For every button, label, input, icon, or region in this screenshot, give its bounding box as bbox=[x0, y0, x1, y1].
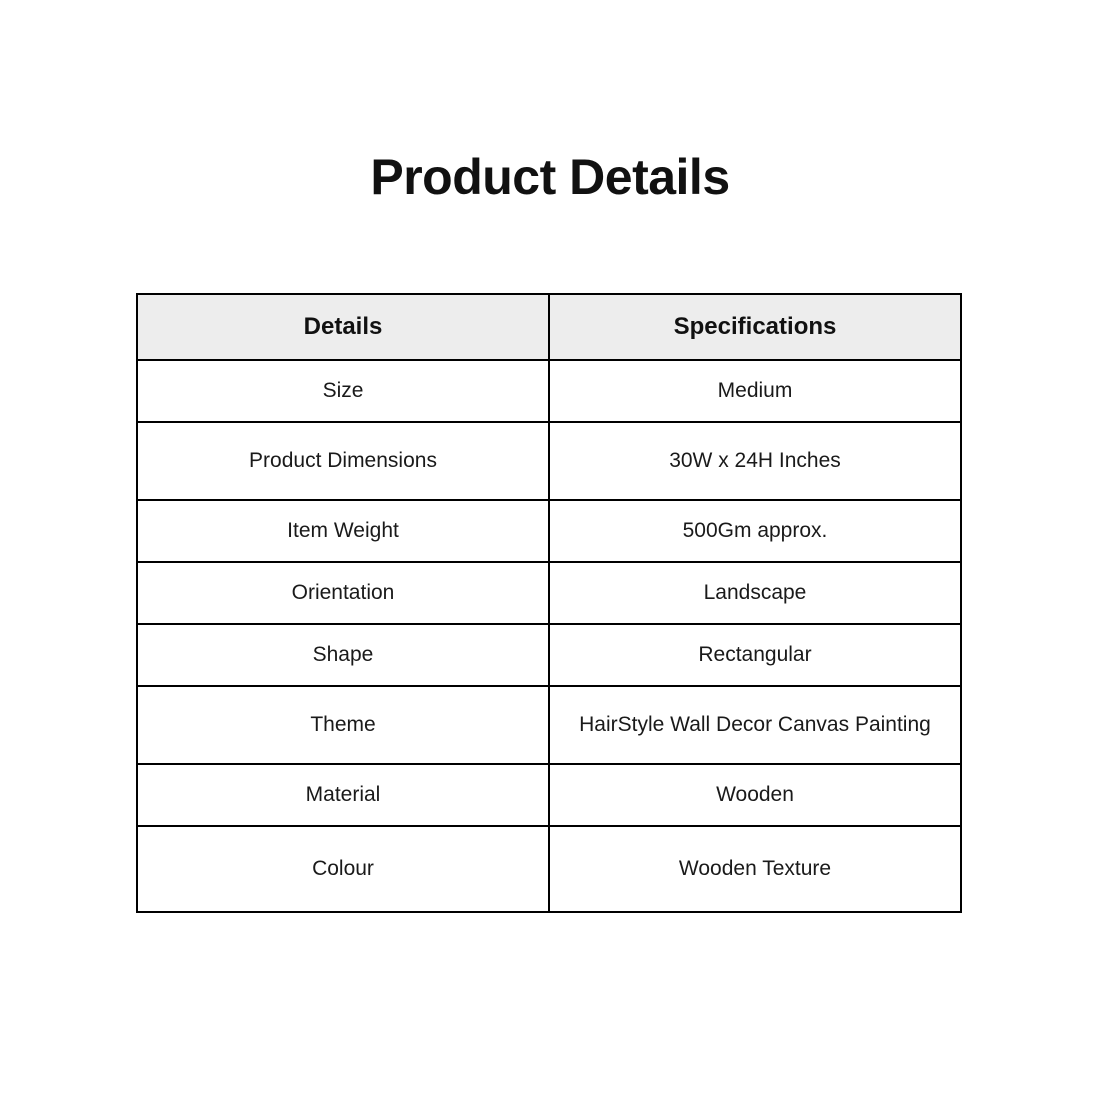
cell-specification: 30W x 24H Inches bbox=[549, 422, 961, 500]
specifications-table bbox=[136, 293, 962, 913]
table-header-row bbox=[137, 294, 961, 360]
cell-specification: Wooden bbox=[549, 764, 961, 826]
column-header-details: Details bbox=[137, 294, 549, 360]
cell-specification: HairStyle Wall Decor Canvas Painting bbox=[549, 686, 961, 764]
table-row bbox=[137, 764, 961, 826]
table-row bbox=[137, 826, 961, 912]
table-row bbox=[137, 422, 961, 500]
cell-detail: Product Dimensions bbox=[137, 422, 549, 500]
cell-specification: Landscape bbox=[549, 562, 961, 624]
page-title: Product Details bbox=[370, 149, 730, 205]
column-header-specifications: Specifications bbox=[549, 294, 961, 360]
cell-detail: Material bbox=[137, 764, 549, 826]
cell-specification: Medium bbox=[549, 360, 961, 422]
cell-specification: 500Gm approx. bbox=[549, 500, 961, 562]
table-header bbox=[137, 294, 961, 360]
table-row bbox=[137, 686, 961, 764]
table-row bbox=[137, 500, 961, 562]
table-row bbox=[137, 624, 961, 686]
table-row bbox=[137, 360, 961, 422]
table-row bbox=[137, 562, 961, 624]
cell-detail: Orientation bbox=[137, 562, 549, 624]
cell-detail: Colour bbox=[137, 826, 549, 912]
table-body bbox=[137, 360, 961, 912]
cell-detail: Shape bbox=[137, 624, 549, 686]
cell-detail: Size bbox=[137, 360, 549, 422]
cell-specification: Wooden Texture bbox=[549, 826, 961, 912]
cell-detail: Theme bbox=[137, 686, 549, 764]
specifications-table-container bbox=[136, 293, 962, 913]
cell-specification: Rectangular bbox=[549, 624, 961, 686]
cell-detail: Item Weight bbox=[137, 500, 549, 562]
